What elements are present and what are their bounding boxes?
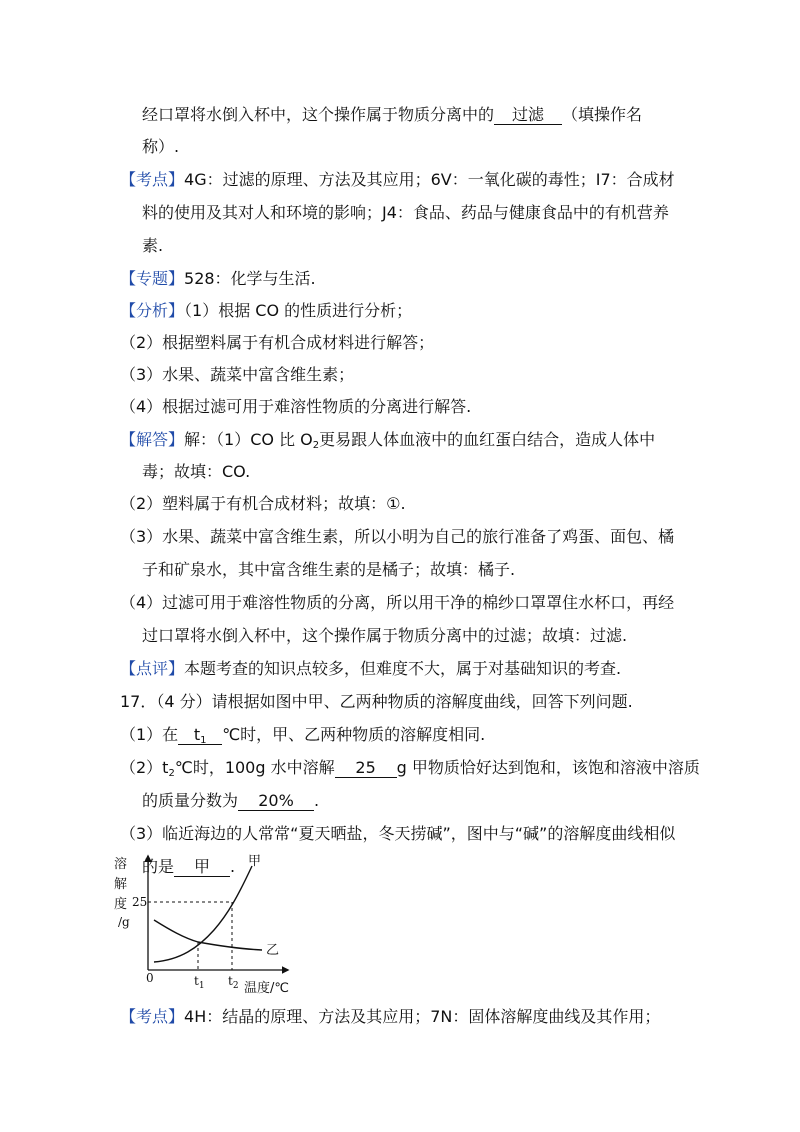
section-tag: 【专题】 — [120, 269, 185, 288]
text-line: （4）根据过滤可用于难溶性物质的分离进行解答. — [120, 397, 472, 416]
fenxi-line: 【分析】（1）根据 CO 的性质进行分析； — [120, 301, 413, 320]
section-tag: 【分析】 — [120, 301, 185, 320]
answer-blank: 甲 — [174, 858, 230, 877]
curve-label-yi: 乙 — [266, 943, 280, 958]
text-line: 的是 甲 . — [142, 857, 236, 876]
tick-25: 25 — [132, 895, 148, 909]
section-tag: 【点评】 — [120, 659, 185, 678]
tick-t2: $t_2$ — [228, 974, 239, 991]
text-line: （2）根据塑料属于有机合成材料进行解答； — [120, 333, 435, 352]
y-label-3: 度 — [114, 897, 128, 912]
kaodian-line: 【考点】4G：过滤的原理、方法及其应用；6V：一氧化碳的毒性；I7：合成材 — [120, 170, 675, 189]
origin-label: 0 — [146, 971, 154, 985]
section-tag: 【考点】 — [120, 170, 185, 189]
text-line: 的质量分数为 20% . — [142, 791, 320, 810]
text-line: 过口罩将水倒入杯中，这个操作属于物质分离中的过滤；故填：过滤. — [142, 626, 628, 645]
dianping-line: 【点评】本题考查的知识点较多，但难度不大，属于对基础知识的考查. — [120, 659, 622, 678]
answer-blank: $t_1$ — [178, 726, 222, 745]
text-line: 料的使用及其对人和环境的影响；J4：食品、药品与健康食品中的有机营养 — [142, 203, 669, 222]
y-label-4: /g — [118, 915, 130, 929]
text-line: 子和矿泉水，其中富含维生素的是橘子；故填：橘子. — [142, 560, 516, 579]
tick-t1: $t_1$ — [194, 974, 205, 991]
zhuanti-line: 【专题】528：化学与生活. — [120, 269, 316, 288]
section-tag: 【解答】 — [120, 430, 185, 449]
question-part-3: （3）临近海边的人常常“夏天晒盐，冬天捞碱”，图中与“碱”的溶解度曲线相似 — [120, 824, 676, 843]
text-line: 经口罩将水倒入杯中，这个操作属于物质分离中的 过滤 （填操作名 — [142, 105, 643, 124]
answer-blank: 25 — [335, 759, 397, 778]
solubility-graph — [110, 852, 300, 1002]
text-line: （3）水果、蔬菜中富含维生素； — [120, 365, 355, 384]
curve-label-jia: 甲 — [248, 854, 262, 869]
jieda-line: 【解答】解：（1）CO 比 $O_2$更易跟人体血液中的血红蛋白结合，造成人体中 — [120, 430, 656, 451]
text-line: 素. — [142, 236, 164, 255]
text-line: （4）过滤可用于难溶性物质的分离，所以用干净的棉纱口罩罩住水杯口，再经 — [120, 593, 675, 612]
text-line: （2）塑料属于有机合成材料；故填：①. — [120, 494, 406, 513]
kaodian-line: 【考点】4H：结晶的原理、方法及其应用；7N：固体溶解度曲线及其作用； — [120, 1007, 661, 1026]
question-part-1: （1）在 $t_1$ ℃时，甲、乙两种物质的溶解度相同. — [120, 725, 486, 746]
question-part-2: $(2)t_2℃$时，100g 水中溶解 25 g 甲物质恰好达到饱和，该饱和溶液中溶质 — [120, 758, 700, 779]
text-line: 称）. — [142, 137, 180, 156]
question-title: 17．（4 分）请根据如图中甲、乙两种物质的溶解度曲线，回答下列问题. — [120, 692, 633, 711]
y-label-2: 解 — [114, 877, 128, 892]
text-line: 毒；故填：CO. — [142, 462, 251, 481]
curve-yi — [154, 920, 262, 950]
text-line: （3）水果、蔬菜中富含维生素，所以小明为自己的旅行准备了鸡蛋、面包、橘 — [120, 527, 675, 546]
section-tag: 【考点】 — [120, 1007, 185, 1026]
y-label-1: 溶 — [114, 857, 128, 872]
x-axis-label: 温度/℃ — [244, 981, 289, 996]
answer-blank: 20% — [238, 792, 314, 811]
answer-blank: 过滤 — [494, 106, 562, 125]
